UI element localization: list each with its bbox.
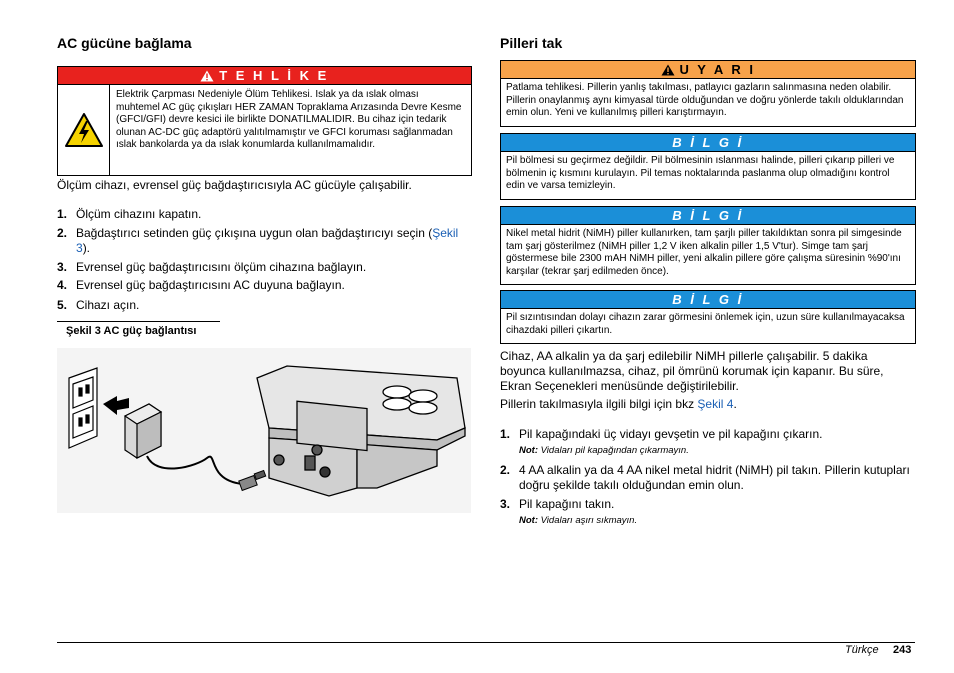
list-item: 3. Pil kapağını takın.	[500, 497, 615, 511]
list-item: 3. Evrensel güç bağdaştırıcısını ölçüm cihazına bağlayın.	[57, 260, 367, 274]
danger-text: Elektrik Çarpması Nedeniyle Ölüm Tehlikesi. Islak ya da ıslak olması muhtemel AC güç çıkışları HER ZAMAN Topraklama Arızasında Devre Kesme (GFCI/GFI) devre kesici ile birlikte DONATILMALIDIR. Bu cihaz için tedarik olunan AC-DC güç adaptörü yalıtılmamıştır ve GFCI koruması sağlanmadan ıslak bankolarda ya da ıslak konumlarda kullanılmamalıdır.	[116, 89, 462, 151]
warning-box	[500, 60, 916, 127]
info-box-3	[500, 290, 916, 344]
danger-title: T E H L İ K E	[219, 68, 329, 83]
danger-box	[57, 66, 472, 176]
note-text: Not: Vidaları pil kapağından çıkarmayın.	[519, 445, 689, 456]
warning-text: Patlama tehlikesi. Pillerin yanlış takılması, patlayıcı gazların salınmasına neden olabilir. Pillerin onaylanmış aynı kimyasal türde olduğundan ve doğru yönlerde takılı olduklarından emin olun. Yeni ve kullanılmış pilleri karıştırmayın.	[506, 82, 904, 119]
figure-caption: Şekil 3 AC güç bağlantısı	[66, 325, 197, 337]
ac-power-connection-figure	[57, 348, 471, 513]
list-item: 1. Pil kapağındaki üç vidayı gevşetin ve pil kapağını çıkarın.	[500, 427, 823, 441]
warning-triangle-icon	[200, 70, 214, 82]
list-item: 1. Ölçüm cihazını kapatın.	[57, 207, 202, 221]
list-item: 5. Cihazı açın.	[57, 298, 140, 312]
danger-header	[58, 67, 471, 85]
figure-4-link[interactable]: Şekil 4	[697, 397, 734, 411]
warning-triangle-icon	[661, 64, 675, 76]
warning-title: U Y A R I	[679, 62, 756, 77]
info-text: Pil bölmesi su geçirmez değildir. Pil bölmesinin ıslanması halinde, pilleri çıkarıp pilleri ve bölmenin iç kısmını kurulayın. Pil temas noktalarında paslanma olup olmadığını kontrol edin ve varsa temizleyin.	[506, 155, 895, 192]
section-heading-ac-power: AC gücüne bağlama	[57, 35, 192, 51]
info-box-2	[500, 206, 916, 285]
wall-outlet	[69, 368, 97, 448]
note-text: Not: Vidaları aşırı sıkmayın.	[519, 515, 638, 526]
footer-language: Türkçe	[845, 644, 879, 656]
list-item: 2. Bağdaştırıcı setinden güç çıkışına uygun olan bağdaştırıcıyı seçin (Şekil 3).	[57, 226, 459, 255]
intro-text: Ölçüm cihazı, evrensel güç bağdaştırıcısıyla AC gücüyle çalışabilir.	[57, 178, 412, 192]
info-text: Nikel metal hidrit (NiMH) piller kullanırken, tam şarjlı piller takıldıktan sonra pil simgesinde tam şarj gösterilmez (NiMH piller 1,2 V iken alkalin piller 1,5 V'tur). Simge tam şarj göstermese bile 2300 mAH NiMH piller, yeni alkalin pillere göre çalışma süresinin %90'ını karşılar (tekrar şarj edilmeden önce).	[506, 228, 902, 277]
info-box-1	[500, 133, 916, 200]
electric-shock-warning-icon	[58, 85, 110, 175]
info-header: B İ L G İ	[501, 291, 915, 309]
caption-rule	[57, 321, 220, 322]
info-header: B İ L G İ	[501, 207, 915, 225]
section-heading-batteries: Pilleri tak	[500, 35, 563, 51]
info-text: Pil sızıntısından dolayı cihazın zarar görmesini önlemek için, uzun süre kullanılmayacaksa cihazdaki pilleri çıkartın.	[506, 312, 905, 336]
list-item: 4. Evrensel güç bağdaştırıcısını AC duyuna bağlayın.	[57, 278, 345, 292]
figure-3-link[interactable]: Şekil 3	[76, 226, 459, 255]
warning-header	[501, 61, 915, 79]
info-header: B İ L G İ	[501, 134, 915, 152]
list-item: 2. 4 AA alkalin ya da 4 AA nikel metal hidrit (NiMH) pil takın. Pillerin kutupları doğru şekilde takılı olduğundan emin olun.	[500, 463, 910, 492]
battery-intro-text: Cihaz, AA alkalin ya da şarj edilebilir NiMH pillerle çalışabilir. 5 dakika boyunca kullanılmazsa, cihaz, pil ömrünü korumak için kapanır. Bu süre, Ekran Seçenekleri menüsünde değiştirilebilir.	[500, 349, 884, 393]
battery-figure-ref: Pillerin takılmasıyla ilgili bilgi için bkz Şekil 4.	[500, 397, 737, 411]
page-number: 243	[893, 644, 912, 656]
footer-rule	[57, 642, 915, 643]
